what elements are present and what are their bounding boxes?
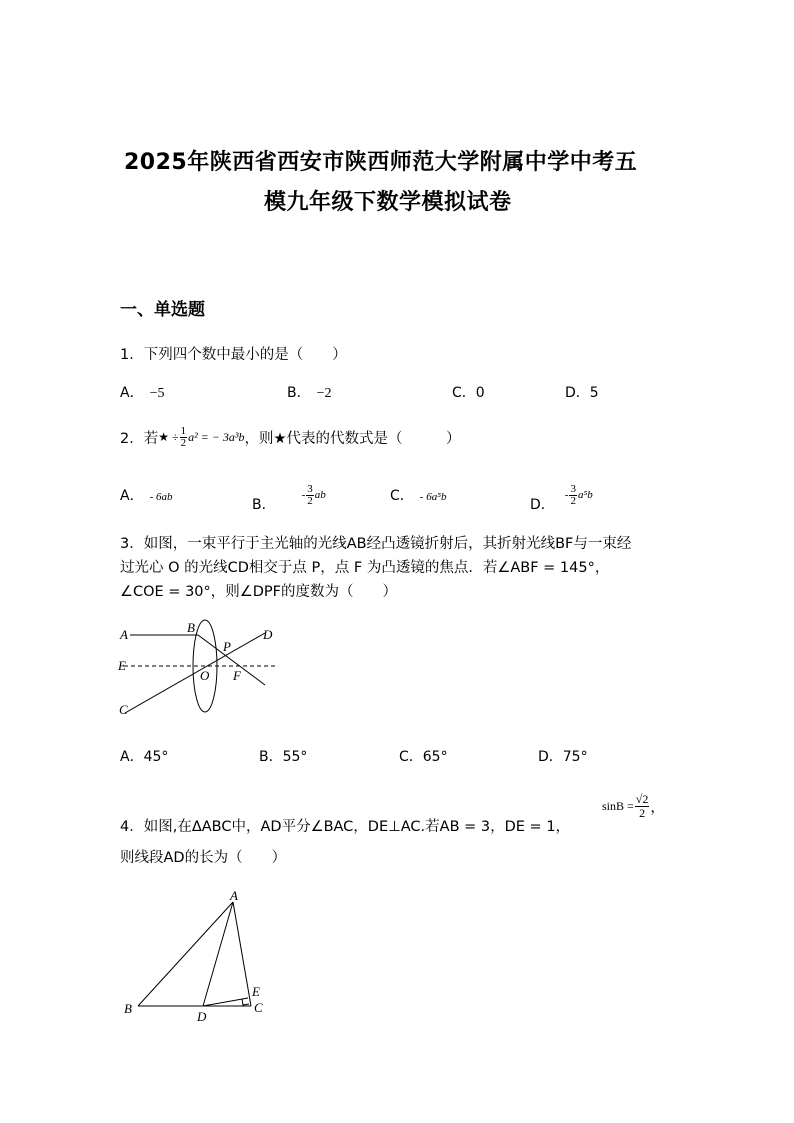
label-c: C bbox=[119, 702, 128, 717]
q2-option-b-label: B． bbox=[252, 497, 276, 513]
q4-sin-num: √2 bbox=[635, 792, 649, 806]
q2-option-a-label: A． bbox=[120, 488, 144, 504]
q2-option-d-label: D． bbox=[530, 497, 555, 513]
q3-option-b[interactable]: B．55° bbox=[259, 749, 308, 765]
q4-sin-den: 2 bbox=[639, 806, 646, 820]
q2-option-b-fraction bbox=[306, 484, 314, 507]
q1-option-a-value: −5 bbox=[149, 386, 165, 401]
label-b: B bbox=[187, 620, 195, 635]
label-c: C bbox=[254, 1000, 263, 1015]
q2-option-c-value: - 6a⁵b bbox=[419, 491, 447, 503]
side-ab bbox=[138, 902, 233, 1006]
q2-option-d-tail: a⁵b bbox=[577, 489, 593, 501]
segment-de bbox=[203, 998, 248, 1006]
question-2-text bbox=[120, 426, 460, 449]
q1-option-b[interactable] bbox=[287, 382, 332, 402]
q2-suffix: ，则★代表的代数式是（ ） bbox=[244, 431, 461, 447]
q1-option-c[interactable]: C．0 bbox=[452, 385, 485, 401]
segment-ad bbox=[203, 902, 233, 1006]
label-o: O bbox=[200, 668, 210, 683]
q2-frac-num: 1 bbox=[180, 425, 187, 437]
q2-option-d-fraction bbox=[569, 484, 577, 507]
label-p: P bbox=[223, 639, 231, 654]
q2-prefix: 2．若 bbox=[120, 431, 159, 447]
label-f: F bbox=[233, 668, 241, 683]
question-4-line2: 则线段AD的长为（ ） bbox=[120, 850, 287, 866]
q2-option-b-den: 2 bbox=[307, 494, 313, 507]
q4-sin-fraction bbox=[635, 793, 650, 820]
q1-option-b-label: B． bbox=[287, 385, 311, 401]
label-b: B bbox=[124, 1001, 132, 1016]
label-e: E bbox=[118, 658, 126, 673]
page-title-line1: 2025年陕西省西安市陕西师范大学附属中学中考五 bbox=[124, 150, 638, 175]
q4-sin-expression bbox=[602, 793, 665, 820]
q2-fraction bbox=[180, 426, 188, 449]
q1-option-a-label: A． bbox=[120, 385, 144, 401]
page-title-line2: 模九年级下数学模拟试卷 bbox=[264, 190, 512, 215]
lens-figure bbox=[110, 615, 290, 725]
triangle-figure bbox=[118, 888, 278, 1023]
q3-option-c[interactable]: C．65° bbox=[399, 749, 448, 765]
label-d: D bbox=[263, 627, 273, 642]
label-a: A bbox=[230, 888, 238, 903]
section-header: 一、单选题 bbox=[120, 300, 205, 320]
q3-option-a[interactable]: A．45° bbox=[120, 749, 169, 765]
q2-option-d[interactable] bbox=[530, 476, 593, 514]
right-angle-mark bbox=[242, 999, 249, 1005]
q2-option-c-label: C． bbox=[390, 488, 414, 504]
q4-sin-tail: ， bbox=[650, 800, 665, 816]
question-3-line1: 3．如图，一束平行于主光轴的光线AB经凸透镜折射后，其折射光线BF与一束经 bbox=[120, 536, 632, 552]
side-ac bbox=[233, 902, 251, 1006]
q2-expr-left: ★ ÷ bbox=[158, 430, 179, 444]
label-a: A bbox=[120, 627, 128, 642]
q2-option-b-num: 3 bbox=[307, 482, 313, 495]
q2-option-d-num: 3 bbox=[570, 482, 576, 495]
q2-option-b[interactable] bbox=[252, 476, 326, 514]
question-3-line2: 过光心 O 的光线CD相交于点 P，点 F 为凸透镜的焦点．若∠ABF = 145°， bbox=[120, 560, 610, 576]
q2-option-c[interactable] bbox=[390, 485, 447, 505]
question-3-line3: ∠COE = 30°，则∠DPF的度数为（ ） bbox=[120, 584, 398, 600]
q2-option-b-tail: ab bbox=[314, 489, 326, 501]
question-1-text: 1．下列四个数中最小的是（ ） bbox=[120, 347, 347, 363]
q2-expr-right: a² = − 3a³b bbox=[188, 430, 245, 444]
ray-cd bbox=[125, 633, 265, 713]
q2-option-d-sign: - bbox=[564, 489, 569, 501]
q1-option-a[interactable] bbox=[120, 382, 164, 402]
q1-option-b-value: −2 bbox=[316, 386, 332, 401]
q4-sin-label: sinB = bbox=[602, 799, 634, 813]
q2-option-a-value: - 6ab bbox=[149, 491, 173, 503]
question-4-line1: 4．如图,在ΔABC中，AD平分∠BAC，DE⊥AC.若AB = 3，DE = 1， bbox=[120, 819, 571, 835]
q1-option-d[interactable]: D．5 bbox=[565, 385, 599, 401]
q2-option-d-den: 2 bbox=[570, 494, 576, 507]
label-e: E bbox=[252, 984, 260, 999]
q3-option-d[interactable]: D．75° bbox=[538, 749, 588, 765]
q2-option-a[interactable] bbox=[120, 485, 173, 505]
label-d: D bbox=[197, 1009, 207, 1023]
q2-frac-den: 2 bbox=[180, 437, 187, 449]
q2-option-b-sign: - bbox=[301, 489, 306, 501]
